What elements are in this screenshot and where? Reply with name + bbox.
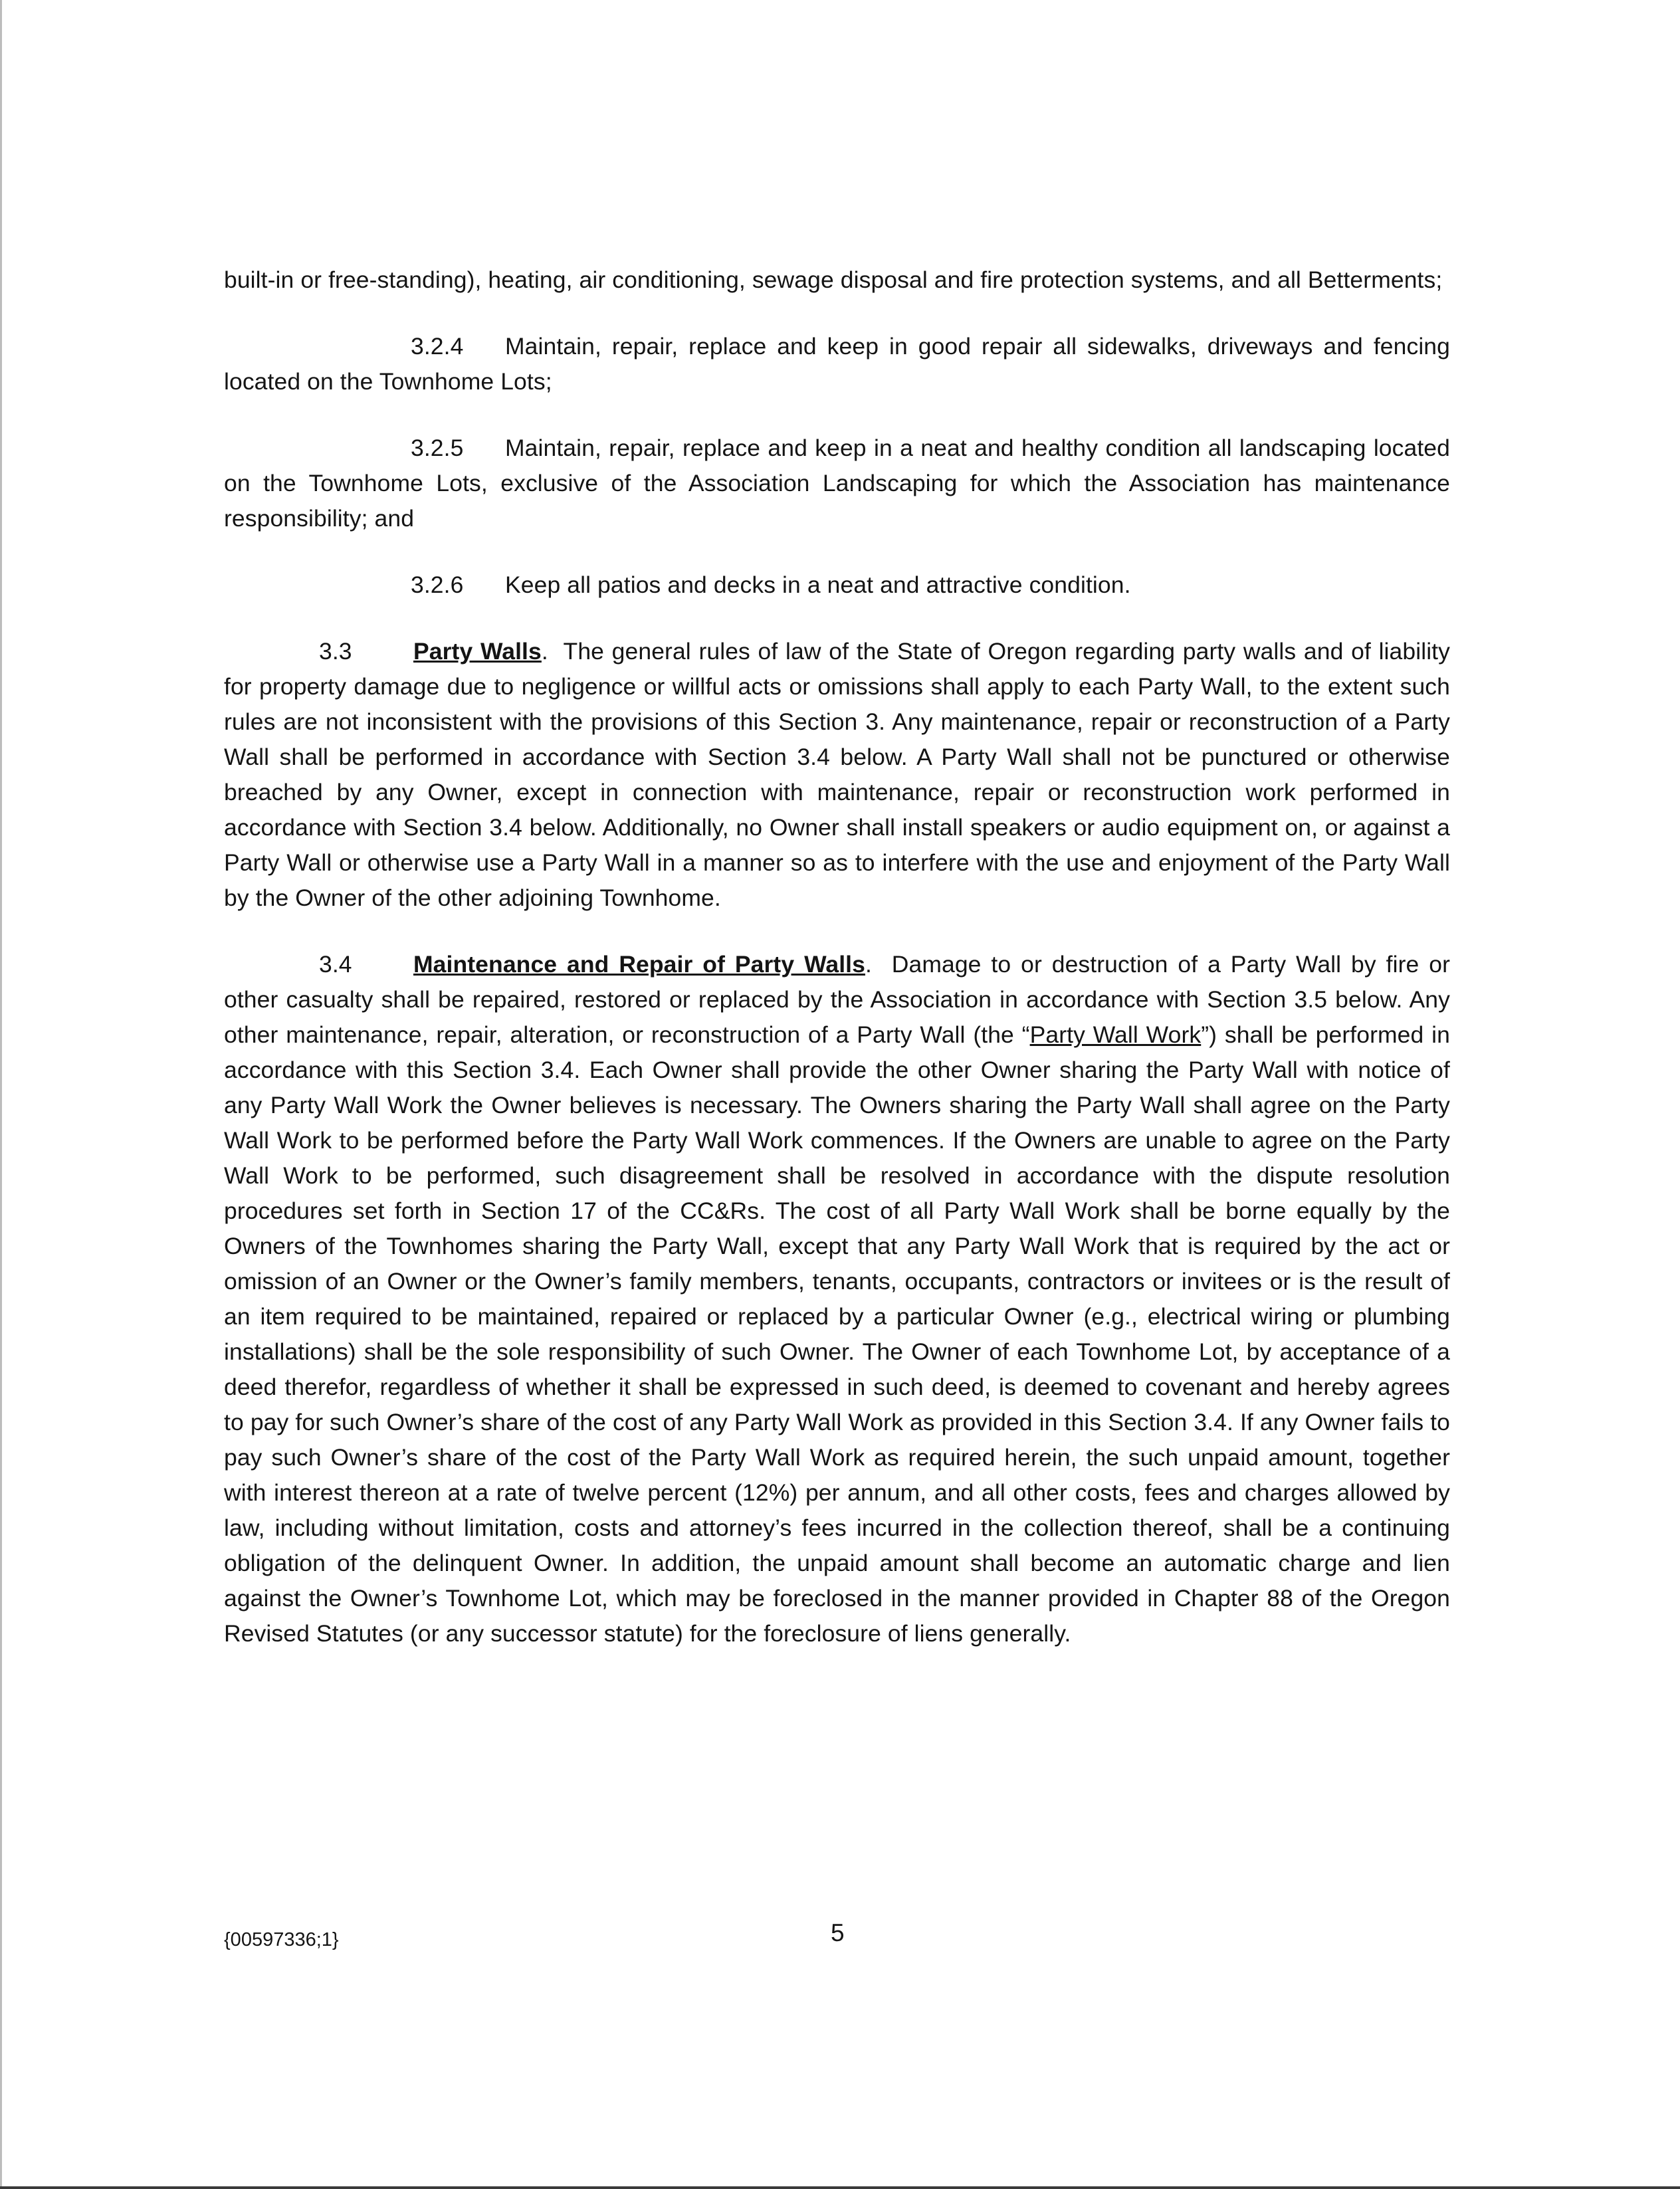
section-heading: Party Walls bbox=[413, 638, 542, 665]
section-text: Keep all patios and decks in a neat and attractive condition. bbox=[505, 572, 1131, 598]
defined-term: Party Wall Work bbox=[1029, 1021, 1202, 1048]
section-text-part-a: Damage to or destruction of a Party Wall by fire or other casualty shall be repaired, restored or replaced by the Association in accordance with Section 3.5 below. Any other maintenance, repair, alteration, or reconstruction of a Party Wall (the “ bbox=[224, 951, 1450, 1048]
section-number: 3.2.4 bbox=[411, 333, 464, 360]
section-heading: Maintenance and Repair of Party Walls bbox=[413, 951, 865, 978]
section-3-2-6 bbox=[224, 568, 1450, 603]
section-text: Maintain, repair, replace and keep in good repair all sidewalks, driveways and fencing located on the Townhome Lots; bbox=[224, 333, 1450, 395]
page-number: 5 bbox=[831, 1919, 845, 1946]
heading-punct: . bbox=[865, 951, 872, 978]
heading-punct: . bbox=[541, 638, 548, 665]
section-3-2-4 bbox=[224, 329, 1450, 399]
section-number: 3.3 bbox=[319, 638, 352, 665]
section-text-part-b: ”) shall be performed in accordance with this Section 3.4. Each Owner shall provide the other Owner sharing the Party Wall with notice of any Party Wall Work the Owner believes is necessary. The Owners sharing the Party Wall shall agree on the Party Wall Work to be performed before the Party Wall Work commences. If the Owners are unable to agree on the Party Wall Work to be performed, such disagreement shall be resolved in accordance with the dispute resolution procedures set forth in Section 17 of the CC&Rs. The cost of all Party Wall Work shall be borne equally by the Owners of the Townhomes sharing the Party Wall, except that any Party Wall Work that is required by the act or omission of an Owner or the Owner’s family members, tenants, occupants, contractors or invitees or is the result of an item required to be maintained, repaired or replaced by a particular Owner (e.g., electrical wiring or plumbing installations) shall be the sole responsibility of such Owner. The Owner of each Townhome Lot, by acceptance of a deed therefor, regardless of whether it shall be expressed in such deed, is deemed to covenant and hereby agrees to pay for such Owner’s share of the cost of any Party Wall Work as provided in this Section 3.4. If any Owner fails to pay such Owner’s share of the cost of the Party Wall Work as required herein, the such unpaid amount, together with interest thereon at a rate of twelve percent (12%) per annum, and all other costs, fees and charges allowed by law, including without limitation, costs and attorney’s fees incurred in the collection thereof, shall be a continuing obligation of the delinquent Owner. In addition, the unpaid amount shall become an automatic charge and lien against the Owner’s Townhome Lot, which may be foreclosed in the manner provided in Chapter 88 of the Oregon Revised Statutes (or any successor statute) for the foreclosure of liens generally. bbox=[224, 1021, 1450, 1647]
continuation-paragraph bbox=[224, 262, 1450, 298]
section-3-2-5 bbox=[224, 431, 1450, 536]
footer-document-id: {00597336;1} bbox=[224, 1929, 339, 1950]
document-body bbox=[224, 262, 1450, 1683]
section-number: 3.2.6 bbox=[411, 572, 464, 598]
continuation-text: built-in or free-standing), heating, air conditioning, sewage disposal and fire protection systems, and all Betterments; bbox=[224, 266, 1443, 293]
page-bottom-edge bbox=[0, 2186, 1680, 2189]
section-text: Maintain, repair, replace and keep in a neat and healthy condition all landscaping located on the Townhome Lots, exclusive of the Association Landscaping for which the Association has maintenance responsibility; and bbox=[224, 435, 1450, 532]
section-text: The general rules of law of the State of Oregon regarding party walls and of liability for property damage due to negligence or willful acts or omissions shall apply to each Party Wall, to the extent such rules are not inconsistent with the provisions of this Section 3. Any maintenance, repair or reconstruction of a Party Wall shall be performed in accordance with Section 3.4 below. A Party Wall shall not be punctured or otherwise breached by any Owner, except in connection with maintenance, repair or reconstruction work performed in accordance with Section 3.4 below. Additionally, no Owner shall install speakers or audio equipment on, or against a Party Wall or otherwise use a Party Wall in a manner so as to interfere with the use and enjoyment of the Party Wall by the Owner of the other adjoining Townhome. bbox=[224, 638, 1450, 911]
section-number: 3.2.5 bbox=[411, 435, 464, 461]
section-number: 3.4 bbox=[319, 951, 352, 978]
page-left-edge bbox=[0, 0, 2, 2189]
section-3-4 bbox=[224, 947, 1450, 1651]
section-3-3 bbox=[224, 634, 1450, 916]
